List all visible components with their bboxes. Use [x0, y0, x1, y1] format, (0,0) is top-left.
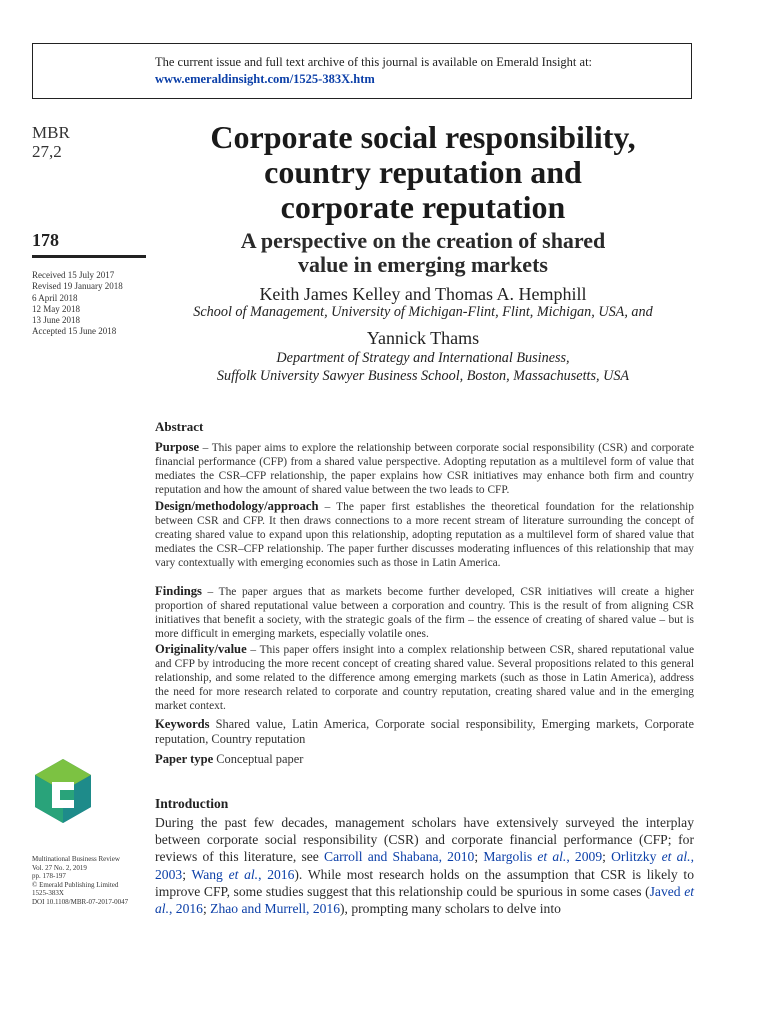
intro-text: ; [202, 901, 211, 917]
design-text: – The paper first establishes the theoretical foundation for the relationship between CSR and CFP. It then draws connections to a more recent stream of literature surrounding the concept of creating shared value to expand upon this relationship, adopting reputation as a multilevel form of shared value that mediates the CSR–CFP relationship. The paper further discusses moderating influences of this relationship that may vary contextually with emerging economies such as those in Latin America. [155, 501, 694, 569]
abstract-design [155, 500, 694, 571]
citation-volume: Vol. 27 No. 2, 2019 [32, 863, 87, 872]
journal-url-link[interactable]: www.emeraldinsight.com/1525-383X.htm [155, 72, 375, 86]
ref-etal: et al. [228, 866, 259, 882]
design-label: Design/methodology/approach [155, 499, 319, 513]
keywords-text: Shared value, Latin America, Corporate social responsibility, Emerging markets, Corporate reputation, Country reputation [155, 717, 694, 746]
intro-text: ; [474, 849, 484, 865]
journal-availability-banner [32, 43, 692, 99]
subtitle-line: value in emerging markets [298, 252, 548, 277]
citation-doi: DOI 10.1108/MBR-07-2017-0047 [32, 897, 129, 906]
ref-author: Margolis [483, 849, 538, 865]
intro-text: ; [182, 866, 192, 882]
abstract-findings [155, 585, 694, 642]
reference-link[interactable]: Zhao and Murrell, 2016 [210, 901, 341, 917]
title-line: corporate reputation [280, 189, 566, 225]
intro-text: ; [602, 849, 612, 865]
reference-link[interactable]: Carroll and Shabana, 2010 [324, 849, 475, 865]
findings-label: Findings [155, 584, 202, 598]
emerald-publishing-logo-icon [30, 758, 96, 824]
history-revised-2: 6 April 2018 [32, 292, 78, 303]
ref-etal: et al. [537, 849, 567, 865]
ref-author: Orlitzky [611, 849, 662, 865]
ref-etal: et al. [661, 849, 691, 865]
intro-text: During the past few decades, management scholars have extensively surveyed the interplay between corporate social responsibility (CSR) and corporate financial performance (CFP; for reviews of this literature, see [155, 815, 694, 865]
subtitle-line: A perspective on the creation of shared [240, 228, 606, 253]
ref-author: Wang [191, 866, 229, 882]
journal-citation-info [32, 855, 156, 906]
purpose-label: Purpose [155, 440, 200, 454]
introduction-heading: Introduction [155, 796, 229, 811]
ref-year: , 2016 [168, 901, 203, 917]
papertype-text: Conceptual paper [213, 752, 304, 766]
history-revised-3: 12 May 2018 [32, 303, 80, 314]
findings-text: – The paper argues that as markets become further developed, CSR initiatives will create a higher proportion of shared reputational value between a corporation and country. This is the result of from aligning CSR initiatives that benefit a society, with the strategic goals of the firm – the essence of creating of shared value – but is more difficult in emerging markets, especially volatile ones. [155, 586, 694, 640]
abstract-purpose [155, 441, 694, 498]
abstract-originality [155, 643, 694, 714]
journal-abbreviation: MBR [32, 123, 70, 142]
abstract-heading: Abstract [155, 419, 204, 434]
intro-text: ), prompting many scholars to delve into [340, 901, 561, 917]
papertype-label: Paper type [155, 752, 214, 766]
ref-year: , 2009 [566, 849, 603, 865]
page-number: 178 [32, 230, 59, 250]
article-subtitle [160, 229, 686, 277]
journal-volume-issue: 27,2 [32, 142, 62, 161]
reference-link[interactable] [191, 867, 294, 882]
ref-author: Javed [649, 883, 685, 899]
article-title [150, 120, 696, 225]
history-received: Received 15 July 2017 [32, 270, 115, 280]
ref-year: , 2003 [155, 849, 694, 882]
availability-text: The current issue and full text archive of this journal is available on Emerald Insight at: [155, 55, 593, 69]
reference-link[interactable] [483, 849, 602, 864]
citation-copyright: © Emerald Publishing Limited [32, 880, 119, 889]
ref-etal: et al. [155, 883, 694, 917]
history-revised-4: 13 June 2018 [32, 315, 80, 326]
page-number-rule [32, 255, 146, 258]
author-affiliation: School of Management, University of Michigan-Flint, Flint, Michigan, USA, and [193, 304, 653, 320]
ref-year: , 2016 [258, 866, 295, 882]
author-names: Yannick Thams [366, 328, 480, 348]
author-names: Keith James Kelley and Thomas A. Hemphill [259, 284, 587, 304]
originality-label: Originality/value [155, 642, 247, 656]
author-affiliation: Department of Strategy and International Business, [276, 350, 570, 366]
submission-history [32, 270, 152, 338]
title-line: Corporate social responsibility, [210, 119, 636, 155]
originality-text: – This paper offers insight into a complex relationship between CSR, shared reputational value and CFP by introducing the more recent concept of creating shared value. Several propositions related to this general relationship, and some related to the difference among emerging markets (such as those in Latin America), address the need for more research related to corporate and country reputation, creating shared value and in the emerging market context. [155, 644, 694, 712]
purpose-text: – This paper aims to explore the relationship between corporate social responsibility (CSR) and corporate financial performance (CFP) from a shared value perspective. Adopting reputation as a multilevel form of value that mediates the CSR–CFP relationship, the paper explains how CSR initiatives may enhance both firm and country reputation and how the amount of shared value between the two leads to CFP. [155, 442, 694, 496]
title-line: country reputation and [264, 154, 582, 190]
citation-journal: Multinational Business Review [32, 855, 120, 863]
abstract-keywords [155, 717, 694, 747]
introduction-paragraph [155, 814, 694, 917]
abstract-paper-type [155, 753, 694, 767]
keywords-label: Keywords [155, 717, 210, 731]
citation-issn: 1525-383X [32, 889, 64, 897]
history-revised: Revised 19 January 2018 [32, 281, 123, 292]
citation-pages: pp. 178-197 [32, 872, 66, 880]
author-affiliation: Suffolk University Sawyer Business School, Boston, Massachusetts, USA [216, 368, 630, 384]
history-accepted: Accepted 15 June 2018 [32, 326, 117, 337]
intro-text: ). While most research holds on the assumption that CSR is likely to improve CFP, some studies suggest that this relationship could be spurious in some cases ( [155, 866, 695, 899]
